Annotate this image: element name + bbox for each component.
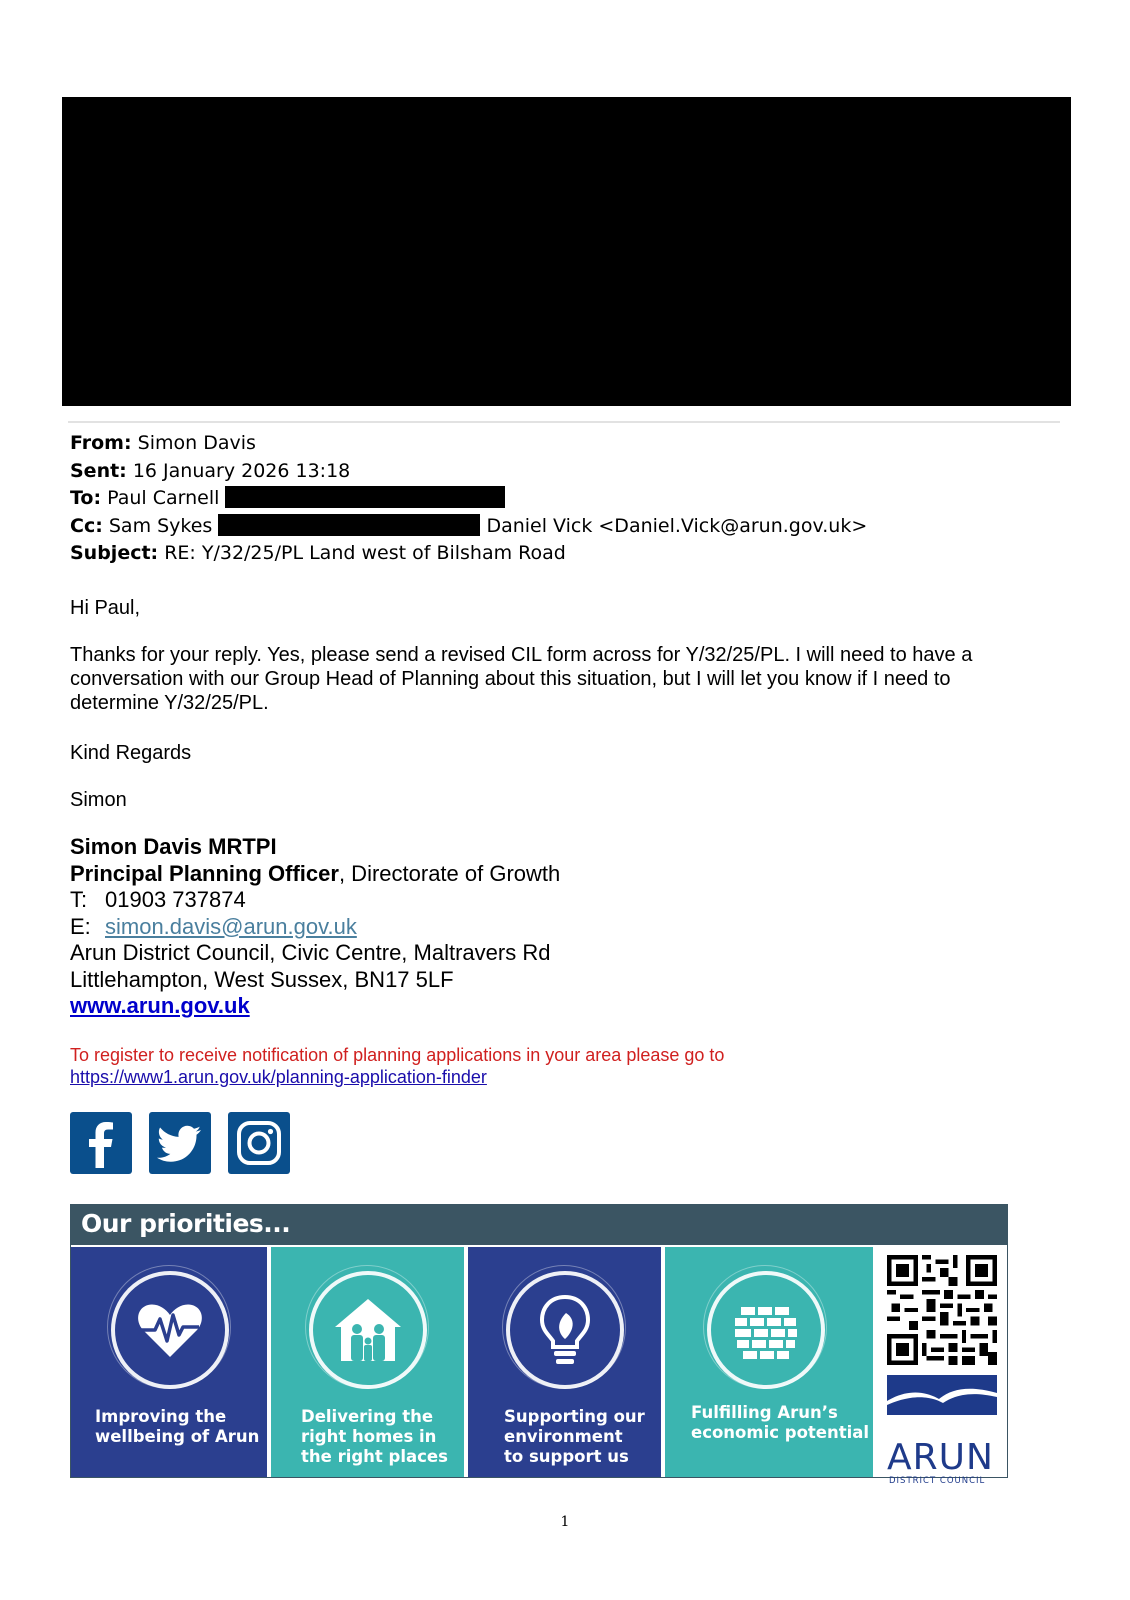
- brick-wall-icon: [707, 1271, 825, 1389]
- body-paragraph: Thanks for your reply. Yes, please send a revised CIL form across for Y/32/25/PL. I will need to have a conversation with our Group Head of Planning about this situation, but I will let you know if I need to determine Y/32/25/PL.: [70, 644, 973, 714]
- qr-code-icon: [887, 1255, 997, 1365]
- priorities-title: Our priorities...: [81, 1209, 291, 1238]
- subject-value: RE: Y/32/25/PL Land west of Bilsham Road: [164, 542, 566, 564]
- signature-job-title: Principal Planning Officer: [70, 860, 339, 886]
- twitter-icon[interactable]: [149, 1112, 211, 1174]
- signature-address-2: Littlehampton, West Sussex, BN17 5LF: [70, 966, 454, 992]
- priority-caption-line: Delivering the: [301, 1407, 434, 1426]
- redacted-email-cc: [218, 514, 480, 536]
- cc-value-2: Daniel Vick <Daniel.Vick@arun.gov.uk>: [486, 514, 868, 537]
- arun-logo-subtext: DISTRICT COUNCIL: [889, 1476, 986, 1486]
- greeting: Hi Paul,: [70, 597, 141, 619]
- signature-tel: 01903 737874: [105, 887, 246, 912]
- priority-caption-line: Improving the: [95, 1407, 227, 1426]
- signature-website-link[interactable]: www.arun.gov.uk: [70, 993, 250, 1018]
- priority-caption-line: right homes in: [301, 1427, 437, 1446]
- signature-email-link[interactable]: simon.davis@arun.gov.uk: [105, 913, 357, 939]
- priorities-banner: [70, 1204, 1008, 1486]
- signature-department: , Directorate of Growth: [338, 860, 561, 886]
- facebook-icon[interactable]: [70, 1112, 132, 1174]
- planning-finder-link[interactable]: https://www1.arun.gov.uk/planning-application-finder: [70, 1067, 487, 1087]
- email-header: [70, 430, 867, 568]
- to-row: To: Paul Carnell: [70, 485, 867, 513]
- closing: Kind Regards: [70, 742, 192, 764]
- priority-caption-line: wellbeing of Arun: [95, 1427, 260, 1446]
- planning-notice: [70, 1044, 724, 1088]
- house-family-icon: [309, 1271, 427, 1389]
- redacted-email-to: [225, 486, 505, 508]
- from-value: Simon Davis: [137, 432, 256, 454]
- cc-value-1: Sam Sykes: [108, 514, 213, 537]
- cc-row: Cc: Sam Sykes Daniel Vick <Daniel.Vick@arun.gov.uk>: [70, 514, 868, 537]
- signature-tel-row: T: 01903 737874: [70, 887, 246, 912]
- redacted-block: [62, 97, 1071, 406]
- heart-pulse-icon: [111, 1271, 229, 1389]
- priority-caption-line: Fulfilling Arun’s: [691, 1403, 838, 1422]
- to-value: Paul Carnell: [107, 487, 220, 509]
- instagram-icon[interactable]: [228, 1112, 290, 1174]
- from-row: From: Simon Davis: [70, 432, 256, 454]
- priority-caption-line: to support us: [504, 1447, 629, 1466]
- signature-block: [70, 834, 560, 1020]
- priority-caption-line: the right places: [301, 1447, 448, 1466]
- priority-panel-wellbeing: [71, 1247, 267, 1477]
- notice-text: To register to receive notification of planning applications in your area please go to: [70, 1045, 725, 1065]
- social-links: [70, 1112, 290, 1174]
- lightbulb-leaf-icon: [506, 1271, 624, 1389]
- signature-email-row: E: simon.davis@arun.gov.uk: [70, 913, 357, 939]
- subject-row: Subject: RE: Y/32/25/PL Land west of Bilsham Road: [70, 542, 566, 564]
- signature-title-row: [70, 861, 560, 888]
- priority-panel-environment: [468, 1247, 661, 1477]
- divider: [68, 421, 1060, 423]
- arun-logo-panel: [877, 1247, 1007, 1486]
- priority-caption-line: economic potential: [691, 1423, 870, 1442]
- sent-value: 16 January 2026 13:18: [132, 459, 351, 482]
- signature-address-1: Arun District Council, Civic Centre, Maltravers Rd: [70, 940, 551, 965]
- arun-logo-wave-icon: [887, 1375, 997, 1415]
- signature-name: Simon Davis MRTPI: [70, 834, 277, 859]
- sent-row: Sent: 16 January 2026 13:18: [70, 459, 351, 482]
- sign-off: Simon: [70, 789, 127, 811]
- page-number: 1: [560, 1514, 570, 1530]
- priority-panel-economy: [665, 1247, 873, 1477]
- priority-caption-line: environment: [504, 1427, 623, 1446]
- priority-panel-homes: [271, 1247, 464, 1477]
- arun-logo-text: ARUN: [887, 1437, 994, 1478]
- priority-caption-line: Supporting our: [504, 1407, 645, 1426]
